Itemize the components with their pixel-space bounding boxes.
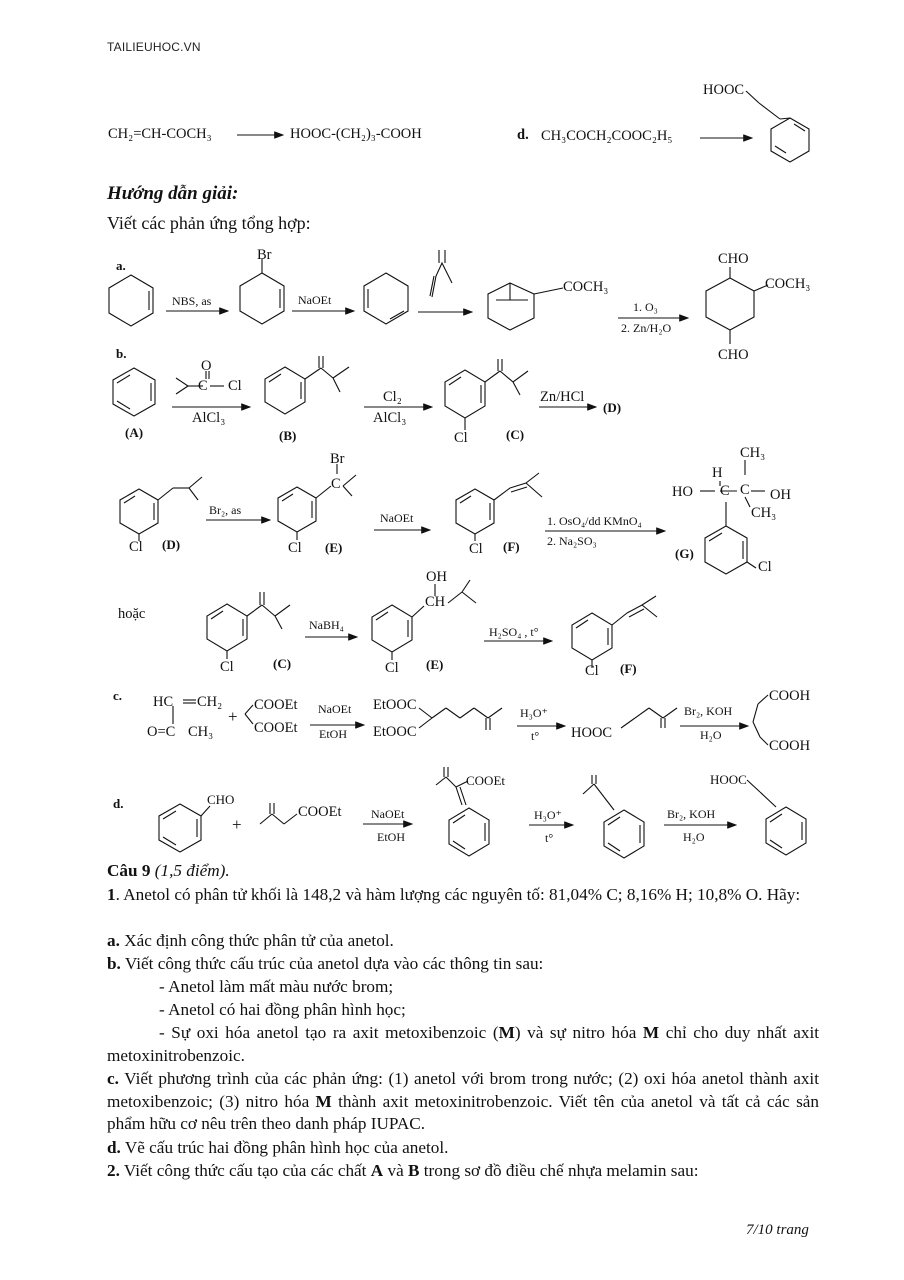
b-ch3-bottom: CH₃	[751, 505, 777, 521]
part-2-b: B	[408, 1161, 420, 1180]
scheme-b-label: b.	[116, 346, 127, 361]
a-reagent-nbs: NBS, as	[172, 294, 212, 308]
question-title	[107, 860, 819, 883]
part-1-text: . Anetol có phân tử khối là 148,2 và hàm lượng các nguyên tố: 81,04% C; 8,16% H; 10,8% O. Hãy:	[115, 885, 801, 904]
page-number: 7/10 trang	[746, 1222, 809, 1238]
b-label-G: (G)	[675, 546, 694, 561]
part-a-text: Xác định công thức phân tử của anetol.	[119, 931, 394, 950]
b-row2-label-D: (D)	[162, 537, 181, 552]
top-product: HOOC-(CH₂)₃-COOH	[290, 126, 422, 142]
scheme-c-label: c.	[113, 688, 123, 703]
part-b-label: b.	[107, 954, 121, 973]
a-cho-bottom: CHO	[718, 347, 749, 363]
isobutyrophenone-B	[265, 356, 349, 414]
b-label-C-alt: (C)	[273, 656, 292, 671]
guide-intro: Viết các phản ứng tổng hợp:	[107, 213, 311, 233]
c-hc: HC	[153, 694, 174, 710]
site-watermark: TAILIEUHOC.VN	[107, 40, 201, 54]
mvk-a	[430, 250, 452, 297]
question-part-d	[107, 1137, 819, 1160]
benzaldehyde-d	[159, 804, 210, 852]
mvk-c	[173, 700, 196, 724]
b-c-E: C	[331, 476, 341, 492]
part-a-label: a.	[107, 931, 120, 950]
hint-3-mid: ) và sự nitro hóa	[514, 1023, 643, 1042]
c-cooh-1: COOH	[769, 688, 811, 704]
c-etoh: EtOH	[319, 727, 347, 741]
part-b-hint-3	[107, 1022, 819, 1067]
b-label-D: (D)	[603, 400, 622, 415]
d-cooet: COOEt	[298, 804, 342, 820]
part-c-text-post: thành axit metoxinitrobenzoic. Viết tên của anetol và tất cả các sản phẩm hữu cơ nêu trên theo danh pháp IUPAC.	[107, 1091, 819, 1134]
part-b-hint-2: - Anetol có hai đồng phân hình học;	[159, 1000, 406, 1019]
part-d-text: Vẽ cấu trúc hai đồng phân hình học của anetol.	[120, 1138, 449, 1157]
d-cooet-product: COOEt	[466, 773, 505, 788]
top-d-reactant: CH₃COCH₂COOC₂H₅	[541, 128, 673, 144]
question-points: (1,5 điểm).	[154, 861, 230, 880]
a-coch3: COCH₃	[563, 279, 609, 295]
hint-3-m2: M	[642, 1023, 660, 1042]
b-cl-D: Cl	[129, 539, 143, 555]
c-hooc: HOOC	[571, 725, 613, 741]
question-part-1	[107, 884, 819, 907]
b-ox-step1: 1. OsO₄/dd KMnO₄	[547, 514, 642, 528]
hint-3-pre: - Sự oxi hóa anetol tạo ra axit metoxibenzoic (	[159, 1023, 499, 1042]
b-acyl-c: C	[198, 378, 208, 394]
part-2-pre: Viết công thức cấu tạo của các chất	[119, 1161, 371, 1180]
compound-D	[120, 477, 202, 541]
c-temp: t°	[531, 729, 540, 743]
b-ox-step2: 2. Na₂SO₃	[547, 534, 597, 548]
b-ch3-top: CH₃	[740, 445, 766, 461]
part-c-m: M	[315, 1091, 332, 1111]
question-part-c	[107, 1068, 819, 1136]
benzalacetone-d	[583, 775, 644, 858]
d-hooc: HOOC	[710, 772, 747, 787]
b-h: H	[712, 465, 723, 481]
c-plus: +	[228, 707, 238, 726]
b-label-A: (A)	[125, 425, 144, 440]
d-h2o: H₂O	[683, 830, 705, 844]
c-ch2: CH₂	[197, 694, 223, 710]
part-b-text: Viết công thức cấu trúc của anetol dựa vào các thông tin sau:	[120, 954, 544, 973]
b-label-F-alt: (F)	[620, 661, 637, 676]
alcohol-E-alt	[372, 580, 476, 660]
bicyclic-a	[488, 283, 563, 330]
hint-3-post: chỉ cho duy nhất	[659, 1023, 787, 1042]
ethyl-acetoacetate-d	[260, 803, 297, 824]
part-2-post: trong sơ đồ điều chế nhựa melamin sau:	[419, 1161, 699, 1180]
b-oh-alt: OH	[426, 569, 447, 585]
c-naoet: NaOEt	[318, 702, 352, 716]
b-br2as: Br₂, as	[209, 503, 242, 517]
hint-3-cont: axit metoxinitrobenzoic.	[107, 1023, 820, 1065]
scheme-d-label: d.	[113, 796, 124, 811]
a-reagent-naoet: NaOEt	[298, 293, 332, 307]
b-label-C: (C)	[506, 427, 525, 442]
guide-title: Hướng dẫn giải:	[107, 183, 239, 204]
question-part-b	[107, 953, 819, 976]
c-h3o: H₃O⁺	[520, 706, 548, 720]
keto-acid-c	[621, 708, 677, 728]
a-o3-step2: 2. Zn/H₂O	[621, 321, 672, 335]
part-2-number: 2.	[107, 1161, 120, 1180]
part-2-a: A	[370, 1161, 384, 1180]
c-ch3: CH₃	[188, 724, 214, 740]
b-cl-E: Cl	[288, 540, 302, 556]
glutaric-acid-c	[753, 695, 768, 745]
b-ch-alt: CH	[425, 594, 446, 610]
part-b-hint-1: - Anetol làm mất màu nước brom;	[159, 977, 394, 996]
chloro-ketone-C	[445, 359, 528, 430]
b-ho: HO	[672, 484, 693, 500]
c-cooh-2: COOH	[769, 738, 811, 754]
a-o3-step1: 1. O₃	[633, 300, 658, 314]
b-cl-E-alt: Cl	[385, 660, 399, 676]
d-br2koh: Br₂, KOH	[667, 807, 716, 821]
diethyl-malonate-c	[245, 705, 253, 724]
cinnamic-acid-d	[747, 780, 806, 855]
question-part-2	[107, 1160, 819, 1183]
b-naoet: NaOEt	[380, 511, 414, 525]
b-cl-C-alt: Cl	[220, 659, 234, 675]
compound-C-alt	[207, 592, 290, 659]
b-alternative: hoặc	[118, 606, 146, 622]
b-c-right: C	[740, 482, 750, 498]
b-cl2: Cl₂	[383, 389, 402, 405]
bromocyclohexene-a	[240, 259, 284, 324]
dialdehyde-a	[706, 267, 768, 344]
d-cho: CHO	[207, 792, 235, 807]
b-label-B: (B)	[279, 428, 297, 443]
c-cooet-2: COOEt	[254, 720, 298, 736]
top-reactant: CH₂=CH-COCH₃	[108, 126, 212, 142]
compound-E	[278, 464, 356, 540]
a-coch3-product: COCH₃	[765, 276, 811, 292]
b-oh: OH	[770, 487, 791, 503]
b-cl-C: Cl	[454, 430, 468, 446]
cinnamic-acid-top	[746, 91, 809, 162]
c-etooc-2: EtOOC	[373, 724, 417, 740]
b-c-left: C	[720, 483, 730, 499]
c-br2koh: Br₂, KOH	[684, 704, 733, 718]
compound-F-alt	[572, 596, 657, 668]
hint-3-m: M	[498, 1023, 515, 1042]
b-cl-F: Cl	[469, 541, 483, 557]
c-cooet-1: COOEt	[254, 697, 298, 713]
top-d-label: d.	[517, 127, 529, 143]
question-number: Câu 9	[107, 861, 151, 880]
part-2-and: và	[383, 1161, 408, 1180]
b-nabh4: NaBH₄	[309, 618, 344, 632]
b-alcl3: AlCl₃	[192, 410, 226, 426]
part-d-label: d.	[107, 1138, 121, 1157]
b-znhcl: Zn/HCl	[540, 389, 585, 405]
b-alcl3-2: AlCl₃	[373, 410, 407, 426]
b-cl-F-alt: Cl	[585, 663, 599, 679]
b-acyl-cl: Cl	[228, 378, 242, 394]
question-part-a	[107, 930, 819, 953]
compound-F	[456, 473, 542, 541]
cyclohexene-a	[109, 275, 153, 326]
a-cho-top: CHO	[718, 251, 749, 267]
b-label-E: (E)	[325, 540, 343, 555]
b-cl-G: Cl	[758, 559, 772, 575]
b-br-E: Br	[330, 451, 345, 467]
b-label-F: (F)	[503, 539, 520, 554]
benzene-A	[113, 368, 155, 416]
d-plus: +	[232, 815, 242, 834]
michael-adduct-c	[419, 708, 502, 730]
c-oc: O=C	[147, 724, 176, 740]
scheme-a-label: a.	[116, 258, 126, 273]
b-h2so4: H₂SO₄ , t°	[489, 625, 539, 639]
c-h2o: H₂O	[700, 728, 722, 742]
cyclohexadiene-a	[364, 273, 408, 324]
d-naoet: NaOEt	[371, 807, 405, 821]
b-label-E-alt: (E)	[426, 657, 444, 672]
part-1-number: 1	[107, 885, 116, 904]
d-h3o: H₃O⁺	[534, 808, 562, 822]
part-c-text-pre: Viết phương trình của các phản ứng: (1) anetol với brom trong nước; (2) oxi hóa anetol thành axit metoxibenzoic; (3) nitro hóa	[107, 1069, 819, 1111]
c-etooc-1: EtOOC	[373, 697, 417, 713]
b-acyl-o: O	[201, 358, 212, 374]
d-etoh: EtOH	[377, 830, 405, 844]
part-c-label: c.	[107, 1069, 119, 1088]
d-temp: t°	[545, 831, 554, 845]
a-br: Br	[257, 247, 272, 263]
top-d-hooc: HOOC	[703, 82, 745, 98]
